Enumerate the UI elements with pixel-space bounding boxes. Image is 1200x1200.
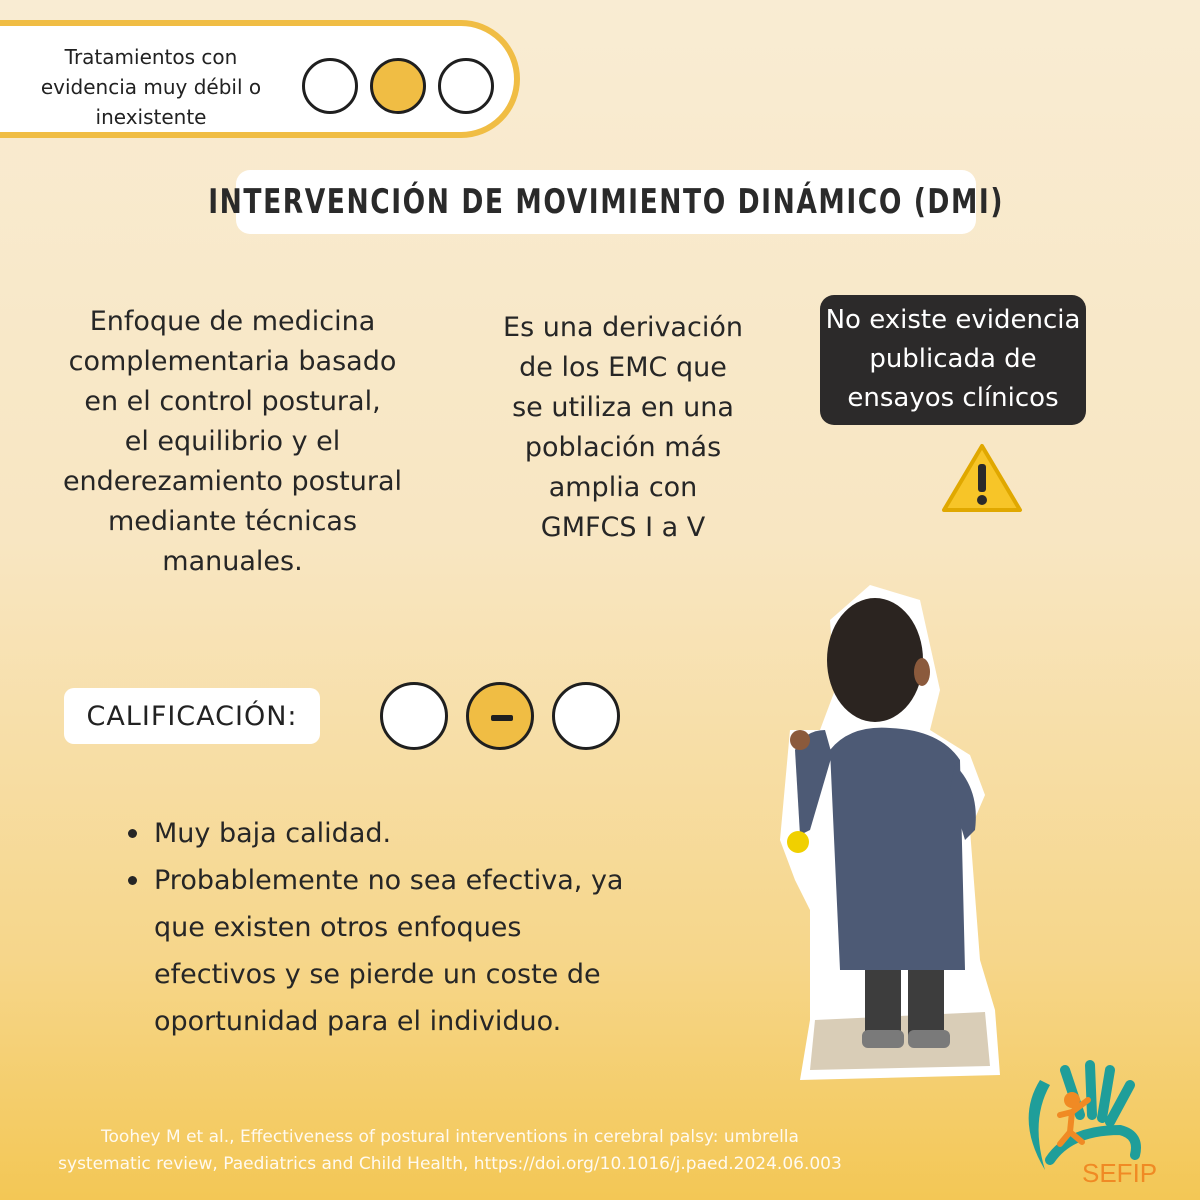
description-text: Enfoque de medicina complementaria basado en el control postural, el equilibrio y el enderezamiento postural mediante técnicas manuales. bbox=[62, 306, 403, 577]
minus-icon bbox=[491, 715, 513, 721]
child-photo bbox=[770, 580, 1030, 1080]
evidence-category-badge bbox=[0, 20, 520, 138]
evidence-category-label: Tratamientos con evidencia muy débil o inexistente bbox=[40, 45, 262, 129]
category-dot-1 bbox=[302, 58, 358, 114]
citation-text: Toohey M et al., Effectiveness of postural interventions in cerebral palsy: umbrella systematic review, Paediatrics and Child Health, https://doi.org/10.1016/j.paed.2024.06.003 bbox=[58, 1127, 842, 1174]
rating-bullet-list bbox=[124, 810, 644, 1045]
warning-triangle-icon bbox=[940, 440, 1024, 516]
list-item: Muy baja calidad. bbox=[124, 810, 644, 857]
page-title-bar bbox=[208, 170, 1004, 234]
rating-dot-2-selected bbox=[466, 682, 534, 750]
category-dot-3 bbox=[438, 58, 494, 114]
no-evidence-box: No existe evidencia publicada de ensayos clínicos bbox=[820, 295, 1086, 425]
derivation-text: Es una derivación de los EMC que se utiliza en una población más amplia con GMFCS I a V bbox=[503, 312, 743, 543]
list-item: Probablemente no sea efectiva, ya que existen otros enfoques efectivos y se pierde un coste de oportunidad para el individuo. bbox=[124, 857, 644, 1045]
sefip-logo bbox=[1010, 1060, 1170, 1190]
page-title: INTERVENCIÓN DE MOVIMIENTO DINÁMICO (DMI) bbox=[208, 182, 1004, 222]
logo-text: SEFIP bbox=[1082, 1158, 1158, 1188]
rating-label: CALIFICACIÓN: bbox=[64, 688, 320, 744]
rating-dot-1 bbox=[380, 682, 448, 750]
rating-dot-3 bbox=[552, 682, 620, 750]
category-dot-2-filled bbox=[370, 58, 426, 114]
